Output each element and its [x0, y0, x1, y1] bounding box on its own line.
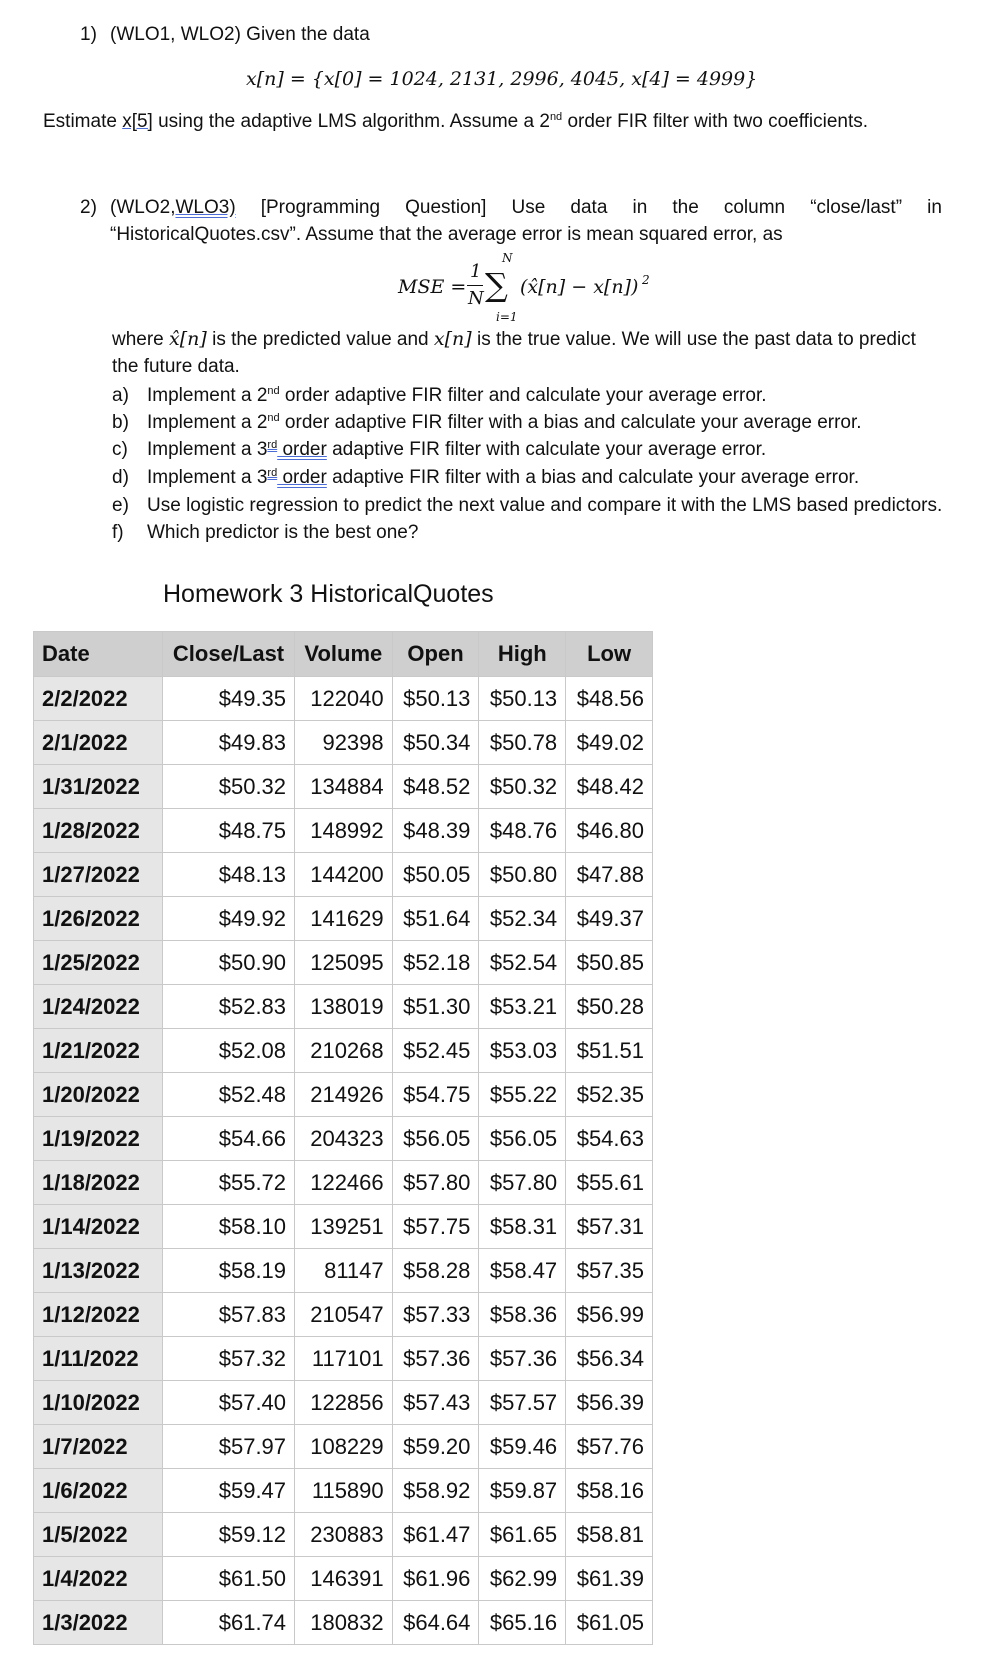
- cell-high: $58.31: [479, 1205, 566, 1249]
- cell-low: $61.05: [566, 1601, 653, 1645]
- q1-number: 1): [80, 24, 97, 45]
- q2-word: Use: [511, 197, 546, 218]
- table-row: [34, 1293, 653, 1337]
- q2-word: the: [672, 197, 699, 218]
- q2-word: data: [570, 197, 608, 218]
- cell-high: $58.36: [479, 1293, 566, 1337]
- cell-high: $55.22: [479, 1073, 566, 1117]
- subitem-label: b): [112, 412, 129, 433]
- cell-date: 1/3/2022: [34, 1601, 163, 1645]
- cell-volume: 146391: [295, 1557, 393, 1601]
- cell-date: 1/28/2022: [34, 809, 163, 853]
- cell-close: $49.83: [163, 721, 295, 765]
- subitem-sup: rd: [267, 439, 278, 451]
- subitem-sup: rd: [267, 467, 278, 479]
- cell-high: $58.47: [479, 1249, 566, 1293]
- cell-close: $57.40: [163, 1381, 295, 1425]
- cell-low: $58.81: [566, 1513, 653, 1557]
- cell-volume: 141629: [295, 897, 393, 941]
- cell-date: 2/2/2022: [34, 677, 163, 721]
- where-text-c: is the true value. We will use the past data to predict: [471, 329, 916, 350]
- subitem-sup: nd: [267, 412, 280, 424]
- cell-low: $56.34: [566, 1337, 653, 1381]
- table-row: [34, 1073, 653, 1117]
- cell-open: $64.64: [392, 1601, 479, 1645]
- q2-number: 2): [80, 197, 97, 218]
- cell-open: $52.18: [392, 941, 479, 985]
- cell-high: $57.80: [479, 1161, 566, 1205]
- cell-low: $50.28: [566, 985, 653, 1029]
- q2-line2: “HistoricalQuotes.csv”. Assume that the average error is mean squared error, as: [110, 224, 783, 245]
- q1-task-text-b: using the adaptive LMS algorithm. Assume a 2: [152, 111, 550, 132]
- cell-volume: 81147: [295, 1249, 393, 1293]
- q2-wlo3: WLO3): [175, 197, 236, 218]
- cell-volume: 134884: [295, 765, 393, 809]
- q2-word: in: [927, 197, 942, 218]
- cell-date: 1/14/2022: [34, 1205, 163, 1249]
- q2-where-line2: the future data.: [112, 356, 240, 377]
- cell-high: $61.65: [479, 1513, 566, 1557]
- cell-high: $52.34: [479, 897, 566, 941]
- frac-denominator: N: [468, 288, 484, 309]
- cell-volume: 125095: [295, 941, 393, 985]
- q1-heading: (WLO1, WLO2) Given the data: [110, 24, 370, 45]
- cell-volume: 210547: [295, 1293, 393, 1337]
- cell-date: 1/25/2022: [34, 941, 163, 985]
- where-text-a: where: [112, 329, 170, 350]
- cell-high: $52.54: [479, 941, 566, 985]
- cell-date: 1/18/2022: [34, 1161, 163, 1205]
- q2-comma: ,: [170, 197, 176, 218]
- cell-volume: 108229: [295, 1425, 393, 1469]
- q2-word: column: [723, 197, 786, 218]
- cell-open: $50.05: [392, 853, 479, 897]
- cell-open: $51.64: [392, 897, 479, 941]
- q2-word: “close/last”: [810, 197, 903, 218]
- cell-volume: 214926: [295, 1073, 393, 1117]
- cell-low: $48.56: [566, 677, 653, 721]
- cell-open: $57.43: [392, 1381, 479, 1425]
- cell-low: $55.61: [566, 1161, 653, 1205]
- cell-low: $47.88: [566, 853, 653, 897]
- cell-date: 1/20/2022: [34, 1073, 163, 1117]
- cell-open: $54.75: [392, 1073, 479, 1117]
- subitem-text: adaptive FIR filter with a bias and calculate your average error.: [326, 467, 860, 488]
- cell-low: $49.02: [566, 721, 653, 765]
- cell-close: $50.90: [163, 941, 295, 985]
- subitem-text: Implement a 2: [147, 412, 268, 433]
- table-row: [34, 1337, 653, 1381]
- subitem-text: adaptive FIR filter with calculate your average error.: [326, 439, 767, 460]
- cell-open: $59.20: [392, 1425, 479, 1469]
- cell-low: $61.39: [566, 1557, 653, 1601]
- cell-volume: 122466: [295, 1161, 393, 1205]
- sum-upper: N: [502, 251, 513, 265]
- table-row: [34, 1205, 653, 1249]
- cell-open: $56.05: [392, 1117, 479, 1161]
- q1-task: [43, 110, 868, 134]
- subitem-text: Implement a 3: [147, 439, 268, 460]
- cell-date: 1/21/2022: [34, 1029, 163, 1073]
- cell-open: $57.80: [392, 1161, 479, 1205]
- cell-high: $57.36: [479, 1337, 566, 1381]
- cell-high: $59.46: [479, 1425, 566, 1469]
- cell-date: 1/27/2022: [34, 853, 163, 897]
- cell-volume: 180832: [295, 1601, 393, 1645]
- cell-low: $57.76: [566, 1425, 653, 1469]
- cell-low: $56.39: [566, 1381, 653, 1425]
- q2-word: in: [632, 197, 648, 218]
- cell-close: $61.74: [163, 1601, 295, 1645]
- cell-volume: 210268: [295, 1029, 393, 1073]
- cell-date: 1/7/2022: [34, 1425, 163, 1469]
- cell-open: $57.75: [392, 1205, 479, 1249]
- cell-volume: 122856: [295, 1381, 393, 1425]
- q1-task-text-a: Estimate: [43, 111, 123, 132]
- cell-low: $54.63: [566, 1117, 653, 1161]
- cell-date: 1/24/2022: [34, 985, 163, 1029]
- cell-open: $48.39: [392, 809, 479, 853]
- subitem-text: Implement a 2: [147, 385, 268, 406]
- q2-heading-line: [110, 196, 942, 220]
- subitem-label: f): [112, 522, 124, 543]
- cell-volume: 115890: [295, 1469, 393, 1513]
- table-row: [34, 1425, 653, 1469]
- cell-close: $50.32: [163, 765, 295, 809]
- table-row: [34, 809, 653, 853]
- table-row: [34, 1029, 653, 1073]
- cell-close: $48.75: [163, 809, 295, 853]
- table-row: [34, 1557, 653, 1601]
- table-row: [34, 1249, 653, 1293]
- cell-date: 1/6/2022: [34, 1469, 163, 1513]
- q2-word: [Programming: [260, 197, 381, 218]
- cell-high: $56.05: [479, 1117, 566, 1161]
- table-caption: Homework 3 HistoricalQuotes: [163, 580, 494, 608]
- table-row: [34, 853, 653, 897]
- cell-volume: 122040: [295, 677, 393, 721]
- cell-close: $58.19: [163, 1249, 295, 1293]
- cell-close: $57.32: [163, 1337, 295, 1381]
- subitem-text: Implement a 3: [147, 467, 268, 488]
- col-header-high: High: [479, 632, 566, 677]
- cell-open: $58.92: [392, 1469, 479, 1513]
- subitem-text: order adaptive FIR filter and calculate your average error.: [279, 385, 767, 406]
- mse-lhs: MSE =: [398, 276, 467, 298]
- subitem-f: [112, 521, 418, 545]
- table-row: [34, 721, 653, 765]
- cell-low: $51.51: [566, 1029, 653, 1073]
- subitem-label: e): [112, 495, 129, 516]
- cell-close: $52.48: [163, 1073, 295, 1117]
- cell-high: $65.16: [479, 1601, 566, 1645]
- cell-volume: 138019: [295, 985, 393, 1029]
- cell-volume: 139251: [295, 1205, 393, 1249]
- cell-high: $62.99: [479, 1557, 566, 1601]
- table-row: [34, 941, 653, 985]
- cell-close: $58.10: [163, 1205, 295, 1249]
- cell-close: $52.08: [163, 1029, 295, 1073]
- historical-quotes-table: [33, 631, 653, 1645]
- cell-open: $57.36: [392, 1337, 479, 1381]
- q2-wlo2: (WLO2: [110, 197, 171, 218]
- subitem-b: [112, 411, 862, 435]
- cell-open: $50.34: [392, 721, 479, 765]
- cell-low: $46.80: [566, 809, 653, 853]
- table-row: [34, 765, 653, 809]
- cell-date: 1/31/2022: [34, 765, 163, 809]
- subitem-d: [112, 466, 859, 490]
- subitem-text: Use logistic regression to predict the next value and compare it with the LMS based predictors.: [147, 495, 943, 516]
- cell-close: $59.12: [163, 1513, 295, 1557]
- cell-close: $54.66: [163, 1117, 295, 1161]
- col-header-volume: Volume: [295, 632, 393, 677]
- cell-volume: 204323: [295, 1117, 393, 1161]
- subitem-c: [112, 438, 766, 462]
- table-row: [34, 897, 653, 941]
- cell-close: $55.72: [163, 1161, 295, 1205]
- where-text-b: is the predicted value and: [206, 329, 434, 350]
- subitem-order: order: [277, 467, 327, 488]
- cell-date: 1/26/2022: [34, 897, 163, 941]
- cell-open: $50.13: [392, 677, 479, 721]
- subitem-e: [112, 494, 942, 518]
- where-xhat: x̂[n]: [169, 328, 207, 350]
- subitem-a: [112, 384, 767, 408]
- cell-close: $49.35: [163, 677, 295, 721]
- cell-open: $52.45: [392, 1029, 479, 1073]
- cell-volume: 148992: [295, 809, 393, 853]
- cell-close: $52.83: [163, 985, 295, 1029]
- cell-open: $58.28: [392, 1249, 479, 1293]
- table-row: [34, 1601, 653, 1645]
- subitem-label: a): [112, 385, 129, 406]
- cell-high: $50.32: [479, 765, 566, 809]
- subitem-text: Which predictor is the best one?: [147, 522, 419, 543]
- cell-volume: 230883: [295, 1513, 393, 1557]
- subitem-sup: nd: [267, 385, 280, 397]
- q2-word: Question]: [405, 197, 487, 218]
- q1-task-text-c: order FIR filter with two coefficients.: [562, 111, 869, 132]
- col-header-date: Date: [34, 632, 163, 677]
- cell-open: $61.47: [392, 1513, 479, 1557]
- cell-close: $48.13: [163, 853, 295, 897]
- col-header-open: Open: [392, 632, 479, 677]
- cell-date: 1/4/2022: [34, 1557, 163, 1601]
- q1-data-equation: x[n] = {x[0] = 1024, 2131, 2996, 4045, x[4] = 4999}: [246, 68, 758, 90]
- subitem-text: order adaptive FIR filter with a bias and calculate your average error.: [279, 412, 862, 433]
- cell-open: $61.96: [392, 1557, 479, 1601]
- cell-date: 1/10/2022: [34, 1381, 163, 1425]
- table-row: [34, 1513, 653, 1557]
- q1-task-x5: x[5]: [122, 111, 153, 132]
- cell-volume: 117101: [295, 1337, 393, 1381]
- cell-low: $48.42: [566, 765, 653, 809]
- table-header-row: [34, 632, 653, 677]
- cell-close: $57.97: [163, 1425, 295, 1469]
- cell-high: $50.80: [479, 853, 566, 897]
- subitem-order: order: [277, 439, 327, 460]
- cell-high: $53.03: [479, 1029, 566, 1073]
- cell-low: $56.99: [566, 1293, 653, 1337]
- table-row: [34, 1117, 653, 1161]
- col-header-low: Low: [566, 632, 653, 677]
- cell-open: $51.30: [392, 985, 479, 1029]
- where-x: x[n]: [433, 328, 472, 350]
- cell-close: $61.50: [163, 1557, 295, 1601]
- cell-volume: 144200: [295, 853, 393, 897]
- cell-close: $57.83: [163, 1293, 295, 1337]
- cell-low: $57.31: [566, 1205, 653, 1249]
- q1-task-sup: nd: [549, 111, 563, 123]
- frac-bar: [467, 285, 483, 286]
- cell-high: $57.57: [479, 1381, 566, 1425]
- cell-high: $48.76: [479, 809, 566, 853]
- sum-term: (x̂[n] − x[n]): [520, 276, 639, 298]
- cell-close: $59.47: [163, 1469, 295, 1513]
- cell-close: $49.92: [163, 897, 295, 941]
- cell-date: 1/13/2022: [34, 1249, 163, 1293]
- cell-date: 2/1/2022: [34, 721, 163, 765]
- cell-date: 1/19/2022: [34, 1117, 163, 1161]
- col-header-close: Close/Last: [163, 632, 295, 677]
- cell-date: 1/12/2022: [34, 1293, 163, 1337]
- cell-low: $58.16: [566, 1469, 653, 1513]
- cell-high: $59.87: [479, 1469, 566, 1513]
- cell-high: $50.13: [479, 677, 566, 721]
- table-row: [34, 1381, 653, 1425]
- table-row: [34, 985, 653, 1029]
- table-row: [34, 677, 653, 721]
- table-row: [34, 1469, 653, 1513]
- cell-open: $57.33: [392, 1293, 479, 1337]
- sum-sign: ∑: [485, 266, 508, 304]
- cell-low: $57.35: [566, 1249, 653, 1293]
- cell-high: $50.78: [479, 721, 566, 765]
- q2-where-line: [112, 327, 916, 352]
- subitem-label: d): [112, 467, 129, 488]
- cell-high: $53.21: [479, 985, 566, 1029]
- cell-open: $48.52: [392, 765, 479, 809]
- cell-low: $52.35: [566, 1073, 653, 1117]
- cell-low: $50.85: [566, 941, 653, 985]
- cell-date: 1/5/2022: [34, 1513, 163, 1557]
- subitem-label: c): [112, 439, 128, 460]
- sum-lower: i=1: [496, 310, 518, 324]
- cell-volume: 92398: [295, 721, 393, 765]
- q2-wlo: [110, 196, 236, 220]
- cell-date: 1/11/2022: [34, 1337, 163, 1381]
- table-row: [34, 1161, 653, 1205]
- cell-low: $49.37: [566, 897, 653, 941]
- frac-numerator: 1: [470, 261, 482, 282]
- sum-power: 2: [642, 273, 650, 287]
